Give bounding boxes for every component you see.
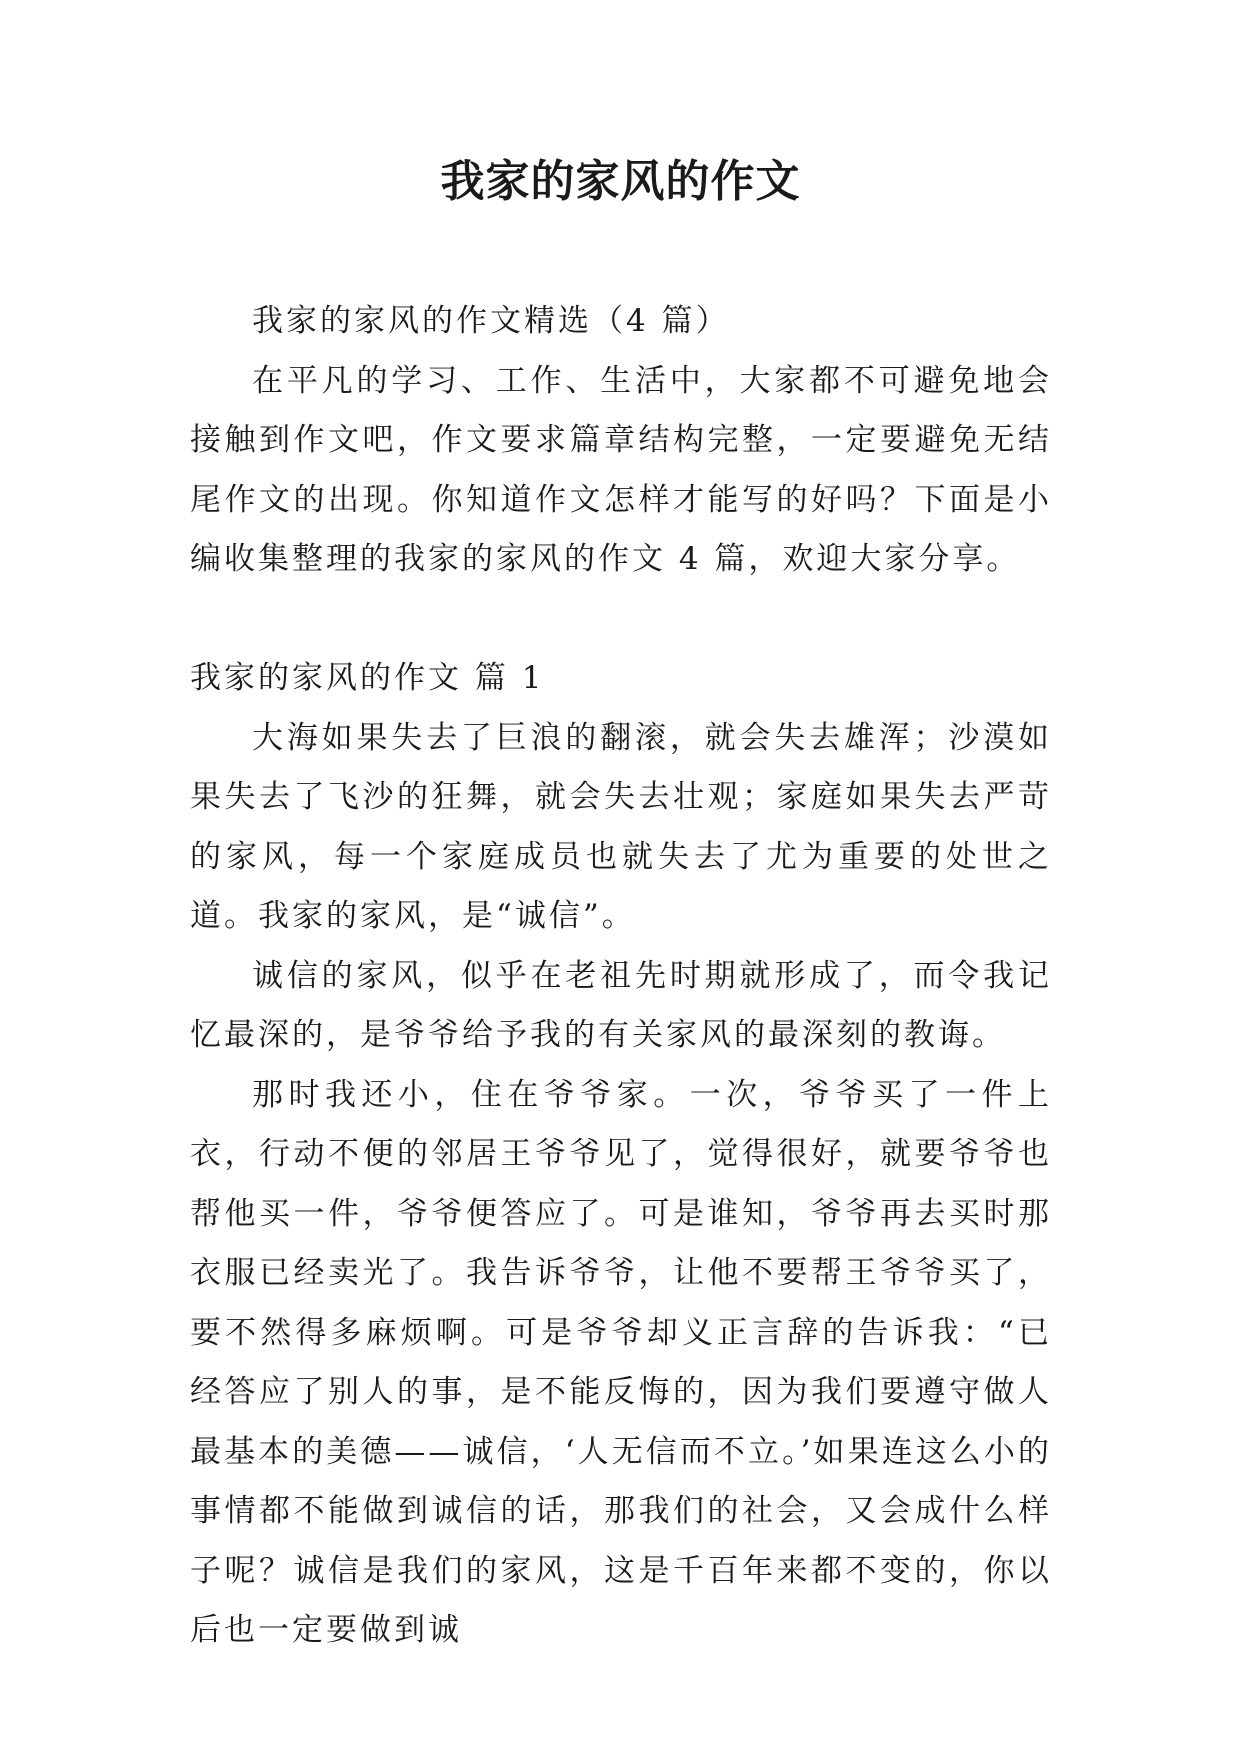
- section-heading: 我家的家风的作文 篇 1: [190, 660, 545, 696]
- section-paragraph-2: 诚信的家风，似乎在老祖先时期就形成了，而令我记忆最深的，是爷爷给予我的有关家风的最深刻的教诲。: [190, 957, 1052, 1053]
- section-paragraph-3: 那时我还小，住在爷爷家。一次，爷爷买了一件上衣，行动不便的邻居王爷爷见了，觉得很好，就要爷爷也帮他买一件，爷爷便答应了。可是谁知，爷爷再去买时那衣服已经卖光了。我告诉爷爷，让他不要帮王爷爷买了，要不然得多麻烦啊。可是爷爷却义正言辞的告诉我：“已经答应了别人的事，是不能反悔的，因为我们要遵守做人最基本的美德——诚信，‘人无信而不立。’如果连这么小的事情都不能做到诚信的话，那我们的社会，又会成什么样子呢？诚信是我们的家风，这是千百年来都不变的，你以后也一定要做到诚: [190, 1076, 1052, 1648]
- intro-paragraph: 在平凡的学习、工作、生活中，大家都不可避免地会接触到作文吧，作文要求篇章结构完整，一定要避免无结尾作文的出现。你知道作文怎样才能写的好吗？下面是小编收集整理的我家的家风的作文 4 篇，欢迎大家分享。: [190, 362, 1052, 577]
- document-title: 我家的家风的作文: [440, 156, 801, 207]
- section-paragraph-1: 大海如果失去了巨浪的翻滚，就会失去雄浑；沙漠如果失去了飞沙的狂舞，就会失去壮观；家庭如果失去严苛的家风，每一个家庭成员也就失去了尤为重要的处世之道。我家的家风，是“诚信”。: [190, 719, 1052, 934]
- intro-line: 我家的家风的作文精选（4 篇）: [252, 303, 730, 339]
- document-body: [190, 292, 1052, 1661]
